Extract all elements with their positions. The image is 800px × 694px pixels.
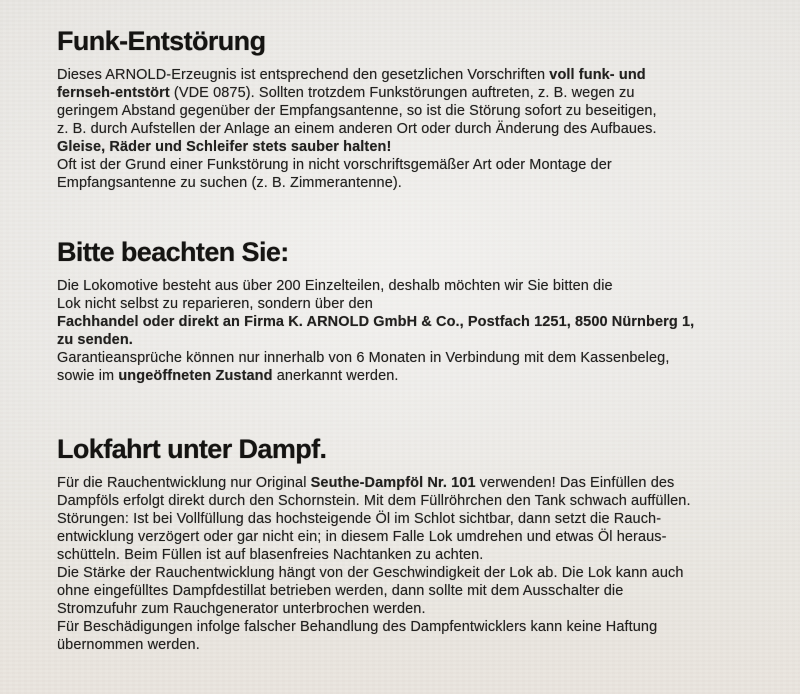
text-run: übernommen werden. [57, 637, 200, 653]
text-line [57, 313, 752, 331]
section-funk-entstoerung [57, 26, 752, 192]
text-run: Empfangsantenne zu suchen (z. B. Zimmerantenne). [57, 175, 402, 191]
text-run: (VDE 0875). Sollten trotzdem Funkstörungen auftreten, z. B. wegen zu [169, 85, 635, 101]
text-line [57, 174, 752, 192]
text-run: schütteln. Beim Füllen ist auf blasenfreies Nachtanken zu achten. [57, 547, 484, 563]
text-line [57, 331, 752, 349]
text-line [57, 564, 752, 582]
bold-text-run: fernseh-entstört [57, 85, 170, 101]
section-bitte-beachten-sie [57, 237, 752, 385]
text-run: Die Lokomotive besteht aus über 200 Einzelteilen, deshalb möchten wir Sie bitten die [57, 278, 613, 294]
text-run: verwenden! Das Einfüllen des [475, 475, 675, 491]
text-line [57, 138, 752, 156]
section-title-lokfahrt-unter-dampf: Lokfahrt unter Dampf. [57, 434, 327, 464]
text-line [57, 349, 752, 367]
section-body-funk-entstoerung [57, 66, 752, 192]
text-run: Garantieansprüche können nur innerhalb von 6 Monaten in Verbindung mit dem Kassenbeleg, [57, 350, 670, 366]
text-line [57, 582, 752, 600]
text-line [57, 66, 752, 84]
text-line [57, 528, 752, 546]
bold-text-run: voll funk- und [549, 67, 646, 83]
text-run: Lok nicht selbst zu reparieren, sondern über den [57, 296, 373, 312]
text-line [57, 277, 752, 295]
text-line [57, 120, 752, 138]
text-line [57, 295, 752, 313]
text-line [57, 510, 752, 528]
text-run: ohne eingefülltes Dampfdestillat betrieben werden, dann sollte mit dem Ausschalter die [57, 583, 624, 599]
text-run: geringem Abstand gegenüber der Empfangsantenne, so ist die Störung sofort zu beseitigen, [57, 103, 657, 119]
section-title-bitte-beachten-sie: Bitte beachten Sie: [57, 237, 289, 267]
text-run: z. B. durch Aufstellen der Anlage an einem anderen Ort oder durch Änderung des Aufbaues. [57, 121, 657, 137]
text-line [57, 636, 752, 654]
text-run: Stromzufuhr zum Rauchgenerator unterbrochen werden. [57, 601, 426, 617]
text-run: Dieses ARNOLD-Erzeugnis ist entsprechend den gesetzlichen Vorschriften [57, 67, 550, 83]
text-line [57, 618, 752, 636]
text-line [57, 84, 752, 102]
text-run: entwicklung verzögert oder gar nicht ein; in diesem Falle Lok umdrehen und etwas Öl heraus- [57, 529, 667, 545]
text-line [57, 600, 752, 618]
text-run: anerkannt werden. [272, 368, 399, 384]
text-run: Für die Rauchentwicklung nur Original [57, 475, 311, 491]
text-run: sowie im [57, 368, 119, 384]
text-run: Dampföls erfolgt direkt durch den Schornstein. Mit dem Füllröhrchen den Tank schwach auffüllen. [57, 493, 691, 509]
section-body-bitte-beachten-sie [57, 277, 752, 385]
bold-text-run: ungeöffneten Zustand [118, 368, 273, 384]
text-line [57, 367, 752, 385]
text-line [57, 102, 752, 120]
text-line [57, 546, 752, 564]
section-body-lokfahrt-unter-dampf [57, 474, 752, 654]
text-line [57, 492, 752, 510]
text-line [57, 474, 752, 492]
section-lokfahrt-unter-dampf [57, 434, 752, 654]
bold-text-run: Fachhandel oder direkt an Firma K. ARNOLD GmbH & Co., Postfach 1251, 8500 Nürnberg 1, [57, 314, 695, 330]
bold-text-run: Seuthe-Dampföl Nr. 101 [310, 475, 476, 491]
bold-text-run: Gleise, Räder und Schleifer stets sauber halten! [57, 139, 392, 155]
text-run: Oft ist der Grund einer Funkstörung in nicht vorschriftsgemäßer Art oder Montage der [57, 157, 612, 173]
text-run: Die Stärke der Rauchentwicklung hängt von der Geschwindigkeit der Lok ab. Die Lok kann auch [57, 565, 684, 581]
section-title-funk-entstoerung: Funk-Entstörung [57, 26, 266, 56]
text-line [57, 156, 752, 174]
text-run: Für Beschädigungen infolge falscher Behandlung des Dampfentwicklers kann keine Haftung [57, 619, 658, 635]
text-run: Störungen: Ist bei Vollfüllung das hochsteigende Öl im Schlot sichtbar, dann setzt die Rauch- [57, 511, 662, 527]
bold-text-run: zu senden. [57, 332, 133, 348]
